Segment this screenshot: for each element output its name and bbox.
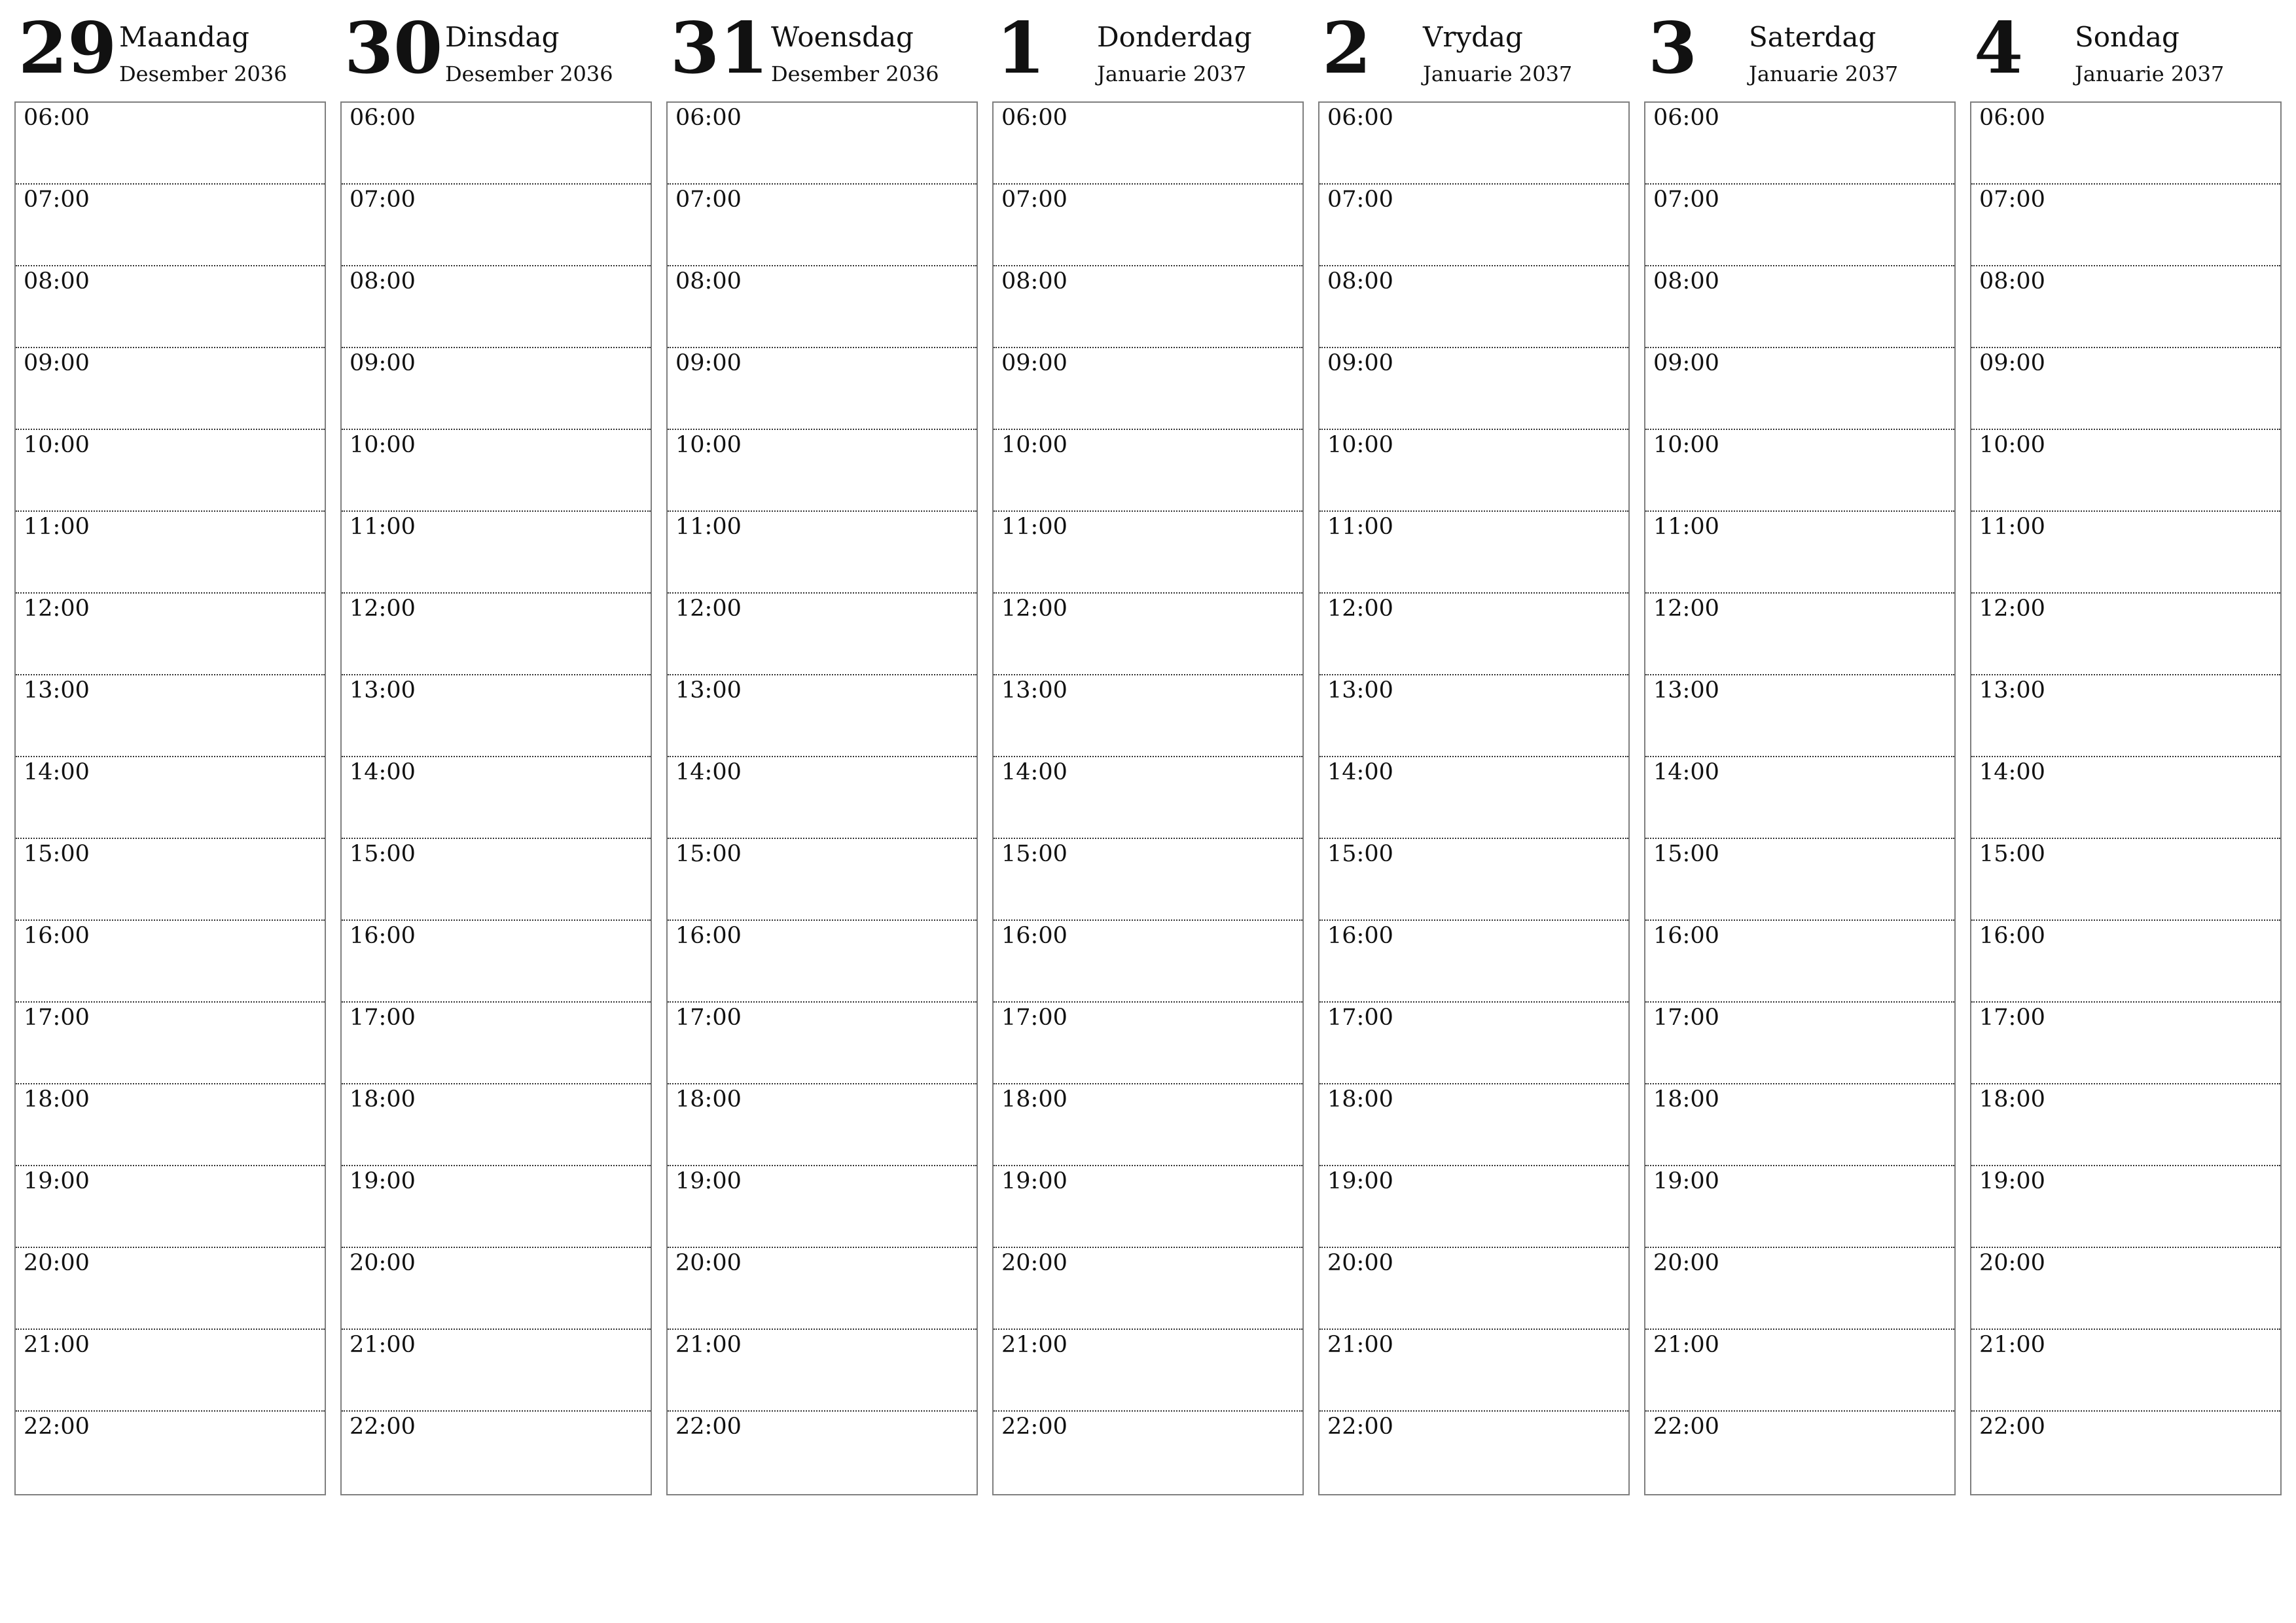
time-label: 15:00 bbox=[1653, 841, 1719, 867]
time-slot[interactable] bbox=[994, 1166, 1302, 1248]
time-label: 22:00 bbox=[350, 1414, 416, 1440]
time-label: 14:00 bbox=[1653, 759, 1719, 785]
time-label: 18:00 bbox=[350, 1086, 416, 1113]
time-label: 10:00 bbox=[1653, 432, 1719, 458]
day-number: 29 bbox=[18, 7, 117, 90]
time-slot[interactable] bbox=[1645, 1166, 1954, 1248]
time-slot[interactable] bbox=[342, 1412, 651, 1494]
day-number: 2 bbox=[1322, 7, 1372, 90]
time-slot[interactable] bbox=[1645, 1003, 1954, 1084]
day-header bbox=[1970, 0, 2282, 101]
time-slot[interactable] bbox=[994, 594, 1302, 675]
time-slot[interactable] bbox=[16, 1166, 325, 1248]
time-label: 06:00 bbox=[1653, 105, 1719, 131]
time-slot[interactable] bbox=[994, 1330, 1302, 1412]
time-slot[interactable] bbox=[1319, 348, 1628, 430]
time-label: 13:00 bbox=[1001, 677, 1067, 704]
time-slot[interactable] bbox=[1645, 266, 1954, 348]
time-slot[interactable] bbox=[1319, 1166, 1628, 1248]
time-slot[interactable] bbox=[1971, 1412, 2280, 1494]
day-number: 30 bbox=[344, 7, 443, 90]
time-label: 22:00 bbox=[675, 1414, 742, 1440]
day-schedule-box bbox=[1644, 101, 1956, 1495]
time-label: 14:00 bbox=[1979, 759, 2045, 785]
time-slot[interactable] bbox=[668, 348, 977, 430]
time-label: 17:00 bbox=[1001, 1005, 1067, 1031]
time-label: 07:00 bbox=[1979, 187, 2045, 213]
time-slot[interactable] bbox=[994, 103, 1302, 185]
time-label: 14:00 bbox=[1001, 759, 1067, 785]
time-slot[interactable] bbox=[668, 921, 977, 1003]
time-label: 18:00 bbox=[24, 1086, 90, 1113]
time-slot[interactable] bbox=[1645, 757, 1954, 839]
time-slot[interactable] bbox=[1971, 757, 2280, 839]
time-slot[interactable] bbox=[1971, 675, 2280, 757]
time-slot[interactable] bbox=[342, 1248, 651, 1330]
time-slot[interactable] bbox=[16, 1248, 325, 1330]
time-label: 22:00 bbox=[24, 1414, 90, 1440]
time-slot[interactable] bbox=[668, 594, 977, 675]
time-label: 11:00 bbox=[350, 514, 416, 540]
time-slot[interactable] bbox=[16, 1412, 325, 1494]
time-slot[interactable] bbox=[16, 675, 325, 757]
time-label: 08:00 bbox=[1979, 268, 2045, 294]
time-slot[interactable] bbox=[16, 921, 325, 1003]
time-slot[interactable] bbox=[342, 1330, 651, 1412]
time-slot[interactable] bbox=[1645, 348, 1954, 430]
time-label: 10:00 bbox=[675, 432, 742, 458]
time-slot[interactable] bbox=[668, 757, 977, 839]
time-slot[interactable] bbox=[1971, 1248, 2280, 1330]
time-label: 10:00 bbox=[1327, 432, 1393, 458]
time-label: 07:00 bbox=[1001, 187, 1067, 213]
day-header bbox=[1318, 0, 1630, 101]
time-slot[interactable] bbox=[16, 512, 325, 594]
time-label: 06:00 bbox=[675, 105, 742, 131]
time-slot[interactable] bbox=[16, 594, 325, 675]
time-slot[interactable] bbox=[1645, 1330, 1954, 1412]
time-slot[interactable] bbox=[994, 1248, 1302, 1330]
time-label: 15:00 bbox=[24, 841, 90, 867]
time-slot[interactable] bbox=[1645, 594, 1954, 675]
time-label: 19:00 bbox=[1979, 1168, 2045, 1194]
day-schedule-box bbox=[14, 101, 326, 1495]
time-slot[interactable] bbox=[342, 512, 651, 594]
time-slot[interactable] bbox=[668, 1084, 977, 1166]
time-slot[interactable] bbox=[668, 185, 977, 266]
time-label: 14:00 bbox=[24, 759, 90, 785]
time-label: 20:00 bbox=[1979, 1250, 2045, 1276]
time-label: 12:00 bbox=[350, 596, 416, 622]
time-label: 16:00 bbox=[350, 923, 416, 949]
time-label: 14:00 bbox=[1327, 759, 1393, 785]
time-slot[interactable] bbox=[668, 1330, 977, 1412]
time-label: 17:00 bbox=[675, 1005, 742, 1031]
time-label: 11:00 bbox=[1653, 514, 1719, 540]
day-header bbox=[1644, 0, 1956, 101]
day-header bbox=[992, 0, 1304, 101]
time-slot[interactable] bbox=[1971, 512, 2280, 594]
time-label: 15:00 bbox=[350, 841, 416, 867]
time-slot[interactable] bbox=[342, 348, 651, 430]
time-label: 11:00 bbox=[1327, 514, 1393, 540]
time-slot[interactable] bbox=[1319, 839, 1628, 921]
time-label: 20:00 bbox=[350, 1250, 416, 1276]
time-label: 06:00 bbox=[1979, 105, 2045, 131]
time-slot[interactable] bbox=[16, 430, 325, 512]
time-slot[interactable] bbox=[1971, 1003, 2280, 1084]
time-slot[interactable] bbox=[994, 266, 1302, 348]
time-slot[interactable] bbox=[1319, 1084, 1628, 1166]
time-label: 16:00 bbox=[1327, 923, 1393, 949]
time-slot[interactable] bbox=[1645, 921, 1954, 1003]
time-slot[interactable] bbox=[1319, 185, 1628, 266]
time-slot[interactable] bbox=[1645, 430, 1954, 512]
day-number: 3 bbox=[1648, 7, 1698, 90]
time-slot[interactable] bbox=[668, 1248, 977, 1330]
time-label: 17:00 bbox=[350, 1005, 416, 1031]
time-slot[interactable] bbox=[668, 103, 977, 185]
time-label: 13:00 bbox=[350, 677, 416, 704]
time-label: 20:00 bbox=[24, 1250, 90, 1276]
time-label: 06:00 bbox=[24, 105, 90, 131]
time-slot[interactable] bbox=[1971, 1084, 2280, 1166]
month-year: Januarie 2037 bbox=[1749, 62, 1899, 86]
time-slot[interactable] bbox=[16, 839, 325, 921]
time-slot[interactable] bbox=[1319, 1330, 1628, 1412]
time-label: 06:00 bbox=[1327, 105, 1393, 131]
time-slot[interactable] bbox=[1319, 430, 1628, 512]
time-slot[interactable] bbox=[994, 185, 1302, 266]
time-label: 16:00 bbox=[1653, 923, 1719, 949]
time-slot[interactable] bbox=[668, 1412, 977, 1494]
time-label: 08:00 bbox=[24, 268, 90, 294]
time-label: 11:00 bbox=[1979, 514, 2045, 540]
time-slot[interactable] bbox=[1645, 512, 1954, 594]
time-label: 20:00 bbox=[1327, 1250, 1393, 1276]
time-label: 10:00 bbox=[350, 432, 416, 458]
time-slot[interactable] bbox=[1319, 675, 1628, 757]
time-slot[interactable] bbox=[1971, 103, 2280, 185]
time-label: 20:00 bbox=[1653, 1250, 1719, 1276]
time-label: 10:00 bbox=[24, 432, 90, 458]
day-number: 31 bbox=[670, 7, 769, 90]
time-label: 07:00 bbox=[24, 187, 90, 213]
time-slot[interactable] bbox=[342, 594, 651, 675]
time-label: 17:00 bbox=[1327, 1005, 1393, 1031]
time-label: 07:00 bbox=[675, 187, 742, 213]
day-header bbox=[666, 0, 978, 101]
time-label: 08:00 bbox=[350, 268, 416, 294]
time-slot[interactable] bbox=[1319, 1003, 1628, 1084]
time-slot[interactable] bbox=[994, 757, 1302, 839]
time-slot[interactable] bbox=[668, 512, 977, 594]
time-label: 20:00 bbox=[675, 1250, 742, 1276]
time-label: 18:00 bbox=[675, 1086, 742, 1113]
time-label: 19:00 bbox=[1327, 1168, 1393, 1194]
time-label: 11:00 bbox=[675, 514, 742, 540]
day-name: Sondag bbox=[2075, 21, 2179, 53]
day-number: 4 bbox=[1974, 7, 2024, 90]
time-label: 13:00 bbox=[1653, 677, 1719, 704]
time-slot[interactable] bbox=[16, 1330, 325, 1412]
time-slot[interactable] bbox=[1971, 1330, 2280, 1412]
time-label: 15:00 bbox=[675, 841, 742, 867]
day-name: Saterdag bbox=[1749, 21, 1876, 53]
time-slot[interactable] bbox=[668, 675, 977, 757]
time-label: 13:00 bbox=[1327, 677, 1393, 704]
time-slot[interactable] bbox=[16, 1084, 325, 1166]
time-label: 16:00 bbox=[1001, 923, 1067, 949]
time-label: 10:00 bbox=[1001, 432, 1067, 458]
day-schedule-box bbox=[340, 101, 652, 1495]
time-label: 09:00 bbox=[1327, 350, 1393, 376]
time-label: 11:00 bbox=[24, 514, 90, 540]
time-slot[interactable] bbox=[1971, 594, 2280, 675]
time-label: 06:00 bbox=[350, 105, 416, 131]
time-slot[interactable] bbox=[16, 757, 325, 839]
time-slot[interactable] bbox=[994, 1412, 1302, 1494]
time-slot[interactable] bbox=[668, 1166, 977, 1248]
day-name: Donderdag bbox=[1097, 21, 1252, 53]
month-year: Januarie 2037 bbox=[1097, 62, 1247, 86]
time-slot[interactable] bbox=[342, 430, 651, 512]
time-label: 07:00 bbox=[1327, 187, 1393, 213]
time-label: 13:00 bbox=[1979, 677, 2045, 704]
time-slot[interactable] bbox=[1971, 348, 2280, 430]
time-label: 18:00 bbox=[1979, 1086, 2045, 1113]
time-slot[interactable] bbox=[342, 839, 651, 921]
day-column bbox=[666, 0, 978, 1440]
time-label: 09:00 bbox=[24, 350, 90, 376]
time-slot[interactable] bbox=[994, 512, 1302, 594]
day-column bbox=[340, 0, 652, 1440]
time-slot[interactable] bbox=[342, 103, 651, 185]
time-label: 09:00 bbox=[1653, 350, 1719, 376]
time-slot[interactable] bbox=[16, 185, 325, 266]
time-slot[interactable] bbox=[994, 430, 1302, 512]
time-label: 12:00 bbox=[1327, 596, 1393, 622]
time-slot[interactable] bbox=[342, 266, 651, 348]
time-label: 15:00 bbox=[1979, 841, 2045, 867]
day-column bbox=[14, 0, 326, 1440]
month-year: Desember 2036 bbox=[771, 62, 939, 86]
time-label: 12:00 bbox=[24, 596, 90, 622]
time-label: 19:00 bbox=[675, 1168, 742, 1194]
time-label: 13:00 bbox=[24, 677, 90, 704]
day-name: Maandag bbox=[119, 21, 249, 53]
time-slot[interactable] bbox=[1319, 921, 1628, 1003]
time-slot[interactable] bbox=[1971, 921, 2280, 1003]
time-slot[interactable] bbox=[1319, 757, 1628, 839]
time-label: 13:00 bbox=[675, 677, 742, 704]
time-label: 22:00 bbox=[1979, 1414, 2045, 1440]
day-schedule-box bbox=[1318, 101, 1630, 1495]
time-slot[interactable] bbox=[1971, 266, 2280, 348]
time-label: 19:00 bbox=[1653, 1168, 1719, 1194]
time-slot[interactable] bbox=[16, 103, 325, 185]
time-slot[interactable] bbox=[1971, 1166, 2280, 1248]
time-label: 14:00 bbox=[350, 759, 416, 785]
time-slot[interactable] bbox=[1319, 103, 1628, 185]
time-slot[interactable] bbox=[994, 1084, 1302, 1166]
time-label: 20:00 bbox=[1001, 1250, 1067, 1276]
time-slot[interactable] bbox=[994, 348, 1302, 430]
time-slot[interactable] bbox=[994, 921, 1302, 1003]
time-slot[interactable] bbox=[1319, 594, 1628, 675]
time-slot[interactable] bbox=[668, 1003, 977, 1084]
time-label: 11:00 bbox=[1001, 514, 1067, 540]
time-label: 12:00 bbox=[1653, 596, 1719, 622]
time-slot[interactable] bbox=[1971, 430, 2280, 512]
time-label: 09:00 bbox=[1001, 350, 1067, 376]
time-slot[interactable] bbox=[1645, 1412, 1954, 1494]
time-slot[interactable] bbox=[342, 1003, 651, 1084]
day-column bbox=[992, 0, 1304, 1440]
time-slot[interactable] bbox=[342, 1084, 651, 1166]
time-slot[interactable] bbox=[1319, 266, 1628, 348]
time-label: 09:00 bbox=[675, 350, 742, 376]
time-label: 08:00 bbox=[675, 268, 742, 294]
time-slot[interactable] bbox=[1645, 675, 1954, 757]
time-label: 18:00 bbox=[1001, 1086, 1067, 1113]
time-label: 07:00 bbox=[350, 187, 416, 213]
time-slot[interactable] bbox=[1645, 185, 1954, 266]
time-slot[interactable] bbox=[342, 185, 651, 266]
time-slot[interactable] bbox=[1319, 512, 1628, 594]
day-header bbox=[340, 0, 652, 101]
month-year: Desember 2036 bbox=[119, 62, 287, 86]
day-header bbox=[14, 0, 326, 101]
time-label: 15:00 bbox=[1327, 841, 1393, 867]
time-label: 07:00 bbox=[1653, 187, 1719, 213]
time-label: 06:00 bbox=[1001, 105, 1067, 131]
time-slot[interactable] bbox=[994, 675, 1302, 757]
time-label: 22:00 bbox=[1327, 1414, 1393, 1440]
time-label: 09:00 bbox=[350, 350, 416, 376]
month-year: Januarie 2037 bbox=[1423, 62, 1573, 86]
time-label: 19:00 bbox=[1001, 1168, 1067, 1194]
time-slot[interactable] bbox=[1645, 1084, 1954, 1166]
time-slot[interactable] bbox=[1645, 103, 1954, 185]
time-slot[interactable] bbox=[342, 921, 651, 1003]
day-schedule-box bbox=[1970, 101, 2282, 1495]
time-label: 21:00 bbox=[675, 1332, 742, 1358]
time-slot[interactable] bbox=[1971, 839, 2280, 921]
time-label: 19:00 bbox=[350, 1168, 416, 1194]
time-slot[interactable] bbox=[342, 757, 651, 839]
time-slot[interactable] bbox=[16, 266, 325, 348]
time-label: 16:00 bbox=[24, 923, 90, 949]
time-slot[interactable] bbox=[994, 1003, 1302, 1084]
day-name: Woensdag bbox=[771, 21, 914, 53]
time-label: 17:00 bbox=[1653, 1005, 1719, 1031]
time-label: 21:00 bbox=[1653, 1332, 1719, 1358]
day-column bbox=[1318, 0, 1630, 1440]
time-label: 19:00 bbox=[24, 1168, 90, 1194]
time-label: 09:00 bbox=[1979, 350, 2045, 376]
day-name: Vrydag bbox=[1423, 21, 1523, 53]
time-label: 17:00 bbox=[1979, 1005, 2045, 1031]
time-label: 08:00 bbox=[1327, 268, 1393, 294]
time-label: 17:00 bbox=[24, 1005, 90, 1031]
time-slot[interactable] bbox=[668, 839, 977, 921]
day-schedule-box bbox=[992, 101, 1304, 1495]
time-slot[interactable] bbox=[16, 348, 325, 430]
time-label: 21:00 bbox=[24, 1332, 90, 1358]
day-column bbox=[1644, 0, 1956, 1440]
time-label: 18:00 bbox=[1653, 1086, 1719, 1113]
day-name: Dinsdag bbox=[445, 21, 560, 53]
time-label: 16:00 bbox=[675, 923, 742, 949]
time-label: 18:00 bbox=[1327, 1086, 1393, 1113]
time-slot[interactable] bbox=[1645, 1248, 1954, 1330]
day-schedule-box bbox=[666, 101, 978, 1495]
time-slot[interactable] bbox=[1645, 839, 1954, 921]
time-slot[interactable] bbox=[342, 1166, 651, 1248]
time-label: 15:00 bbox=[1001, 841, 1067, 867]
time-label: 08:00 bbox=[1001, 268, 1067, 294]
day-number: 1 bbox=[996, 7, 1046, 90]
time-label: 21:00 bbox=[1979, 1332, 2045, 1358]
month-year: Desember 2036 bbox=[445, 62, 613, 86]
time-label: 22:00 bbox=[1001, 1414, 1067, 1440]
time-label: 14:00 bbox=[675, 759, 742, 785]
time-label: 12:00 bbox=[675, 596, 742, 622]
time-label: 22:00 bbox=[1653, 1414, 1719, 1440]
time-slot[interactable] bbox=[668, 266, 977, 348]
time-slot[interactable] bbox=[1319, 1412, 1628, 1494]
time-slot[interactable] bbox=[1319, 1248, 1628, 1330]
time-label: 21:00 bbox=[350, 1332, 416, 1358]
time-label: 16:00 bbox=[1979, 923, 2045, 949]
time-slot[interactable] bbox=[16, 1003, 325, 1084]
time-label: 10:00 bbox=[1979, 432, 2045, 458]
day-column bbox=[1970, 0, 2282, 1440]
time-slot[interactable] bbox=[668, 430, 977, 512]
time-slot[interactable] bbox=[342, 675, 651, 757]
time-label: 21:00 bbox=[1327, 1332, 1393, 1358]
time-label: 12:00 bbox=[1979, 596, 2045, 622]
time-label: 21:00 bbox=[1001, 1332, 1067, 1358]
time-label: 08:00 bbox=[1653, 268, 1719, 294]
month-year: Januarie 2037 bbox=[2075, 62, 2225, 86]
time-label: 12:00 bbox=[1001, 596, 1067, 622]
time-slot[interactable] bbox=[1971, 185, 2280, 266]
time-slot[interactable] bbox=[994, 839, 1302, 921]
